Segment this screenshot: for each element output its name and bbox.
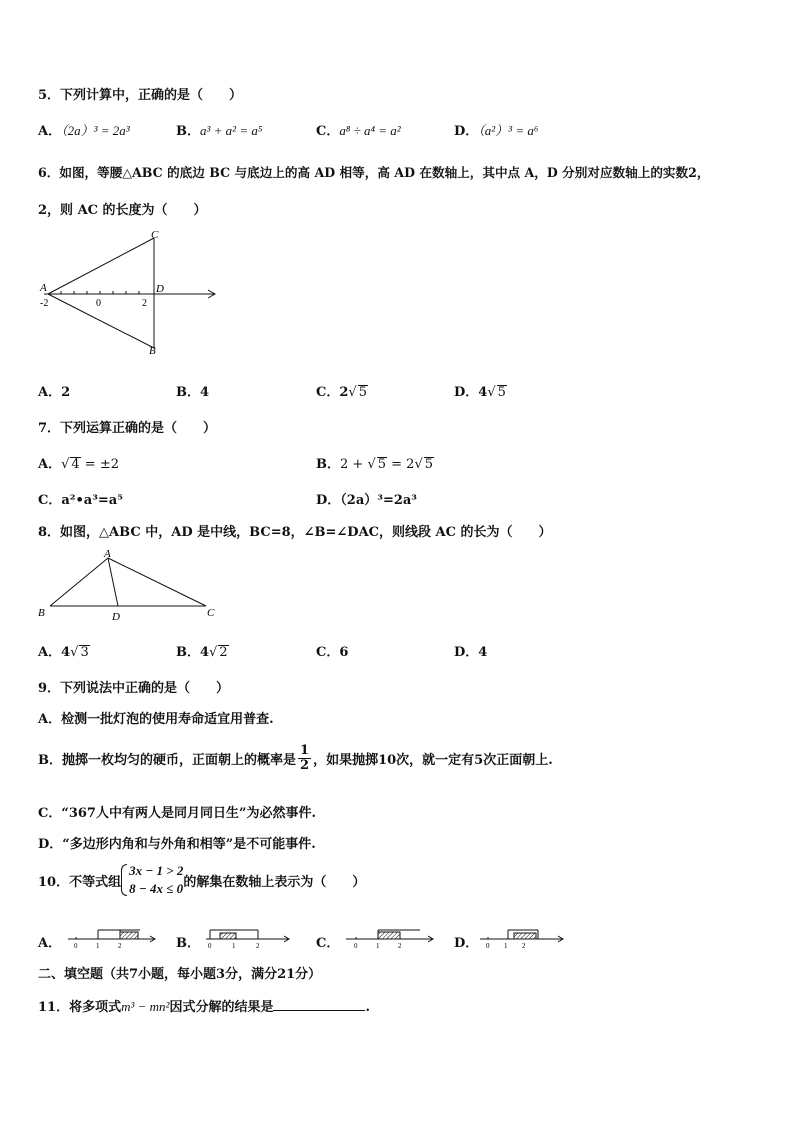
answer-blank[interactable] (273, 998, 365, 1011)
svg-text:0: 0 (354, 942, 358, 950)
q5-stem: 5．下列计算中，正确的是（ ） (38, 88, 243, 103)
q10-option-a: A． (38, 936, 62, 951)
q8-option-b: B．4√ 2 (176, 645, 228, 660)
sqrt-sign: √ (367, 457, 376, 472)
sqrt-sign: √ (348, 385, 357, 400)
q10-option-c: C． (316, 936, 340, 951)
svg-text:2: 2 (256, 942, 260, 950)
q10-number-line-b (204, 926, 296, 950)
q6-stem-line1: 6．如图，等腰△ABC 的底边 BC 与底边上的高 AD 相等，高 AD 在数轴上，其中点 A，D 分别对应数轴上的实数2， (38, 165, 710, 180)
q5-option-d: D．（a²）³ = a⁶ (454, 123, 539, 139)
q7-option-d: D．（2a）³=2a³ (316, 493, 417, 508)
q8-option-d: D．4 (454, 645, 488, 660)
q11-stem: 11．将多项式m³ − mn²因式分解的结果是 . (38, 999, 370, 1015)
tick-label-neg2: -2 (40, 298, 49, 309)
q10-stem: 10．不等式组 3x − 1 > 2 8 − 4x ≤ 0 的解集在数轴上表示为（ ） (38, 863, 366, 896)
q8-figure (34, 546, 224, 624)
label-a: A (104, 548, 111, 560)
segment-ac (48, 238, 154, 294)
q5-option-b: B．a³ + a² = a⁵ (176, 123, 263, 139)
sqrt-sign: √ (61, 457, 70, 472)
q9-option-c: C．“367人中有两人是同月同日生”为必然事件. (38, 806, 316, 821)
segment-ac (108, 558, 206, 606)
label-c: C (151, 229, 159, 241)
inequality-system: 3x − 1 > 2 8 − 4x ≤ 0 (121, 862, 183, 898)
q6-option-a: A．2 (38, 385, 71, 400)
sqrt-sign: √ (487, 385, 496, 400)
q10-option-d: D． (454, 936, 479, 951)
q7-option-b: B．2 + √ 5 = 2√ 5 (316, 457, 434, 472)
sqrt-sign: √ (209, 645, 218, 660)
svg-text:0: 0 (208, 942, 212, 950)
q7-option-c: C．a²•a³=a⁵ (38, 493, 123, 508)
svg-text:0: 0 (74, 942, 78, 950)
svg-text:1: 1 (96, 942, 100, 950)
tick-label-2: 2 (142, 298, 147, 309)
tick-label-0: 0 (96, 298, 101, 309)
segment-ad (108, 558, 118, 606)
q5-option-c: C．a⁸ ÷ a⁴ = a² (316, 123, 401, 139)
q9-option-a: A．检测一批灯泡的使用寿命适宜用普查. (38, 712, 274, 727)
q5-option-a: A．（2a）³ = 2a³ (38, 123, 130, 139)
label-a: A (40, 282, 47, 294)
q8-option-c: C．6 (316, 645, 349, 660)
q10-number-line-c (344, 926, 436, 950)
q8-stem: 8．如图，△ABC 中，AD 是中线，BC=8，∠B=∠DAC，则线段 AC 的长为（ ） (38, 525, 552, 540)
q6-option-c: C．2√ 5 (316, 385, 367, 400)
svg-text:1: 1 (504, 942, 508, 950)
q9-option-d: D．“多边形内角和与外角和相等”是不可能事件. (38, 837, 316, 852)
label-b: B (38, 607, 45, 619)
svg-text:1: 1 (376, 942, 380, 950)
q8-option-a: A．4√ 3 (38, 645, 89, 660)
svg-text:1: 1 (232, 942, 236, 950)
label-d: D (156, 283, 164, 295)
segment-ab (48, 294, 154, 348)
q6-option-b: B．4 (176, 385, 210, 400)
q6-option-d: D．4√ 5 (454, 385, 506, 400)
q6-stem-line2: 2，则 AC 的长度为（ ） (38, 203, 207, 218)
segment-ab (50, 558, 108, 606)
fraction-one-half: $\frac{1}{2}$ (300, 743, 310, 774)
sqrt-sign: √ (70, 645, 79, 660)
q7-option-a: A．√ 4 = ±2 (38, 457, 119, 472)
label-d: D (112, 611, 120, 623)
q10-number-line-a (66, 926, 158, 950)
q10-number-line-d (478, 926, 566, 950)
q9-option-b: B． 抛掷一枚均匀的硬币，正面朝上的概率是 $\frac{1}{2}$ ，如果抛掷10次，就一定有5次正面朝上. (38, 743, 553, 774)
svg-text:2: 2 (118, 942, 122, 950)
svg-text:2: 2 (522, 942, 526, 950)
label-b: B (149, 345, 156, 357)
q10-option-b: B． (176, 936, 200, 951)
q7-stem: 7．下列运算正确的是（ ） (38, 421, 217, 436)
label-c: C (207, 607, 215, 619)
section-title: 二、填空题（共7小题，每小题3分，满分21分） (38, 967, 322, 982)
svg-text:0: 0 (486, 942, 490, 950)
q9-stem: 9．下列说法中正确的是（ ） (38, 681, 230, 696)
sqrt-sign: √ (414, 457, 423, 472)
svg-text:2: 2 (398, 942, 402, 950)
q6-figure (34, 228, 224, 360)
